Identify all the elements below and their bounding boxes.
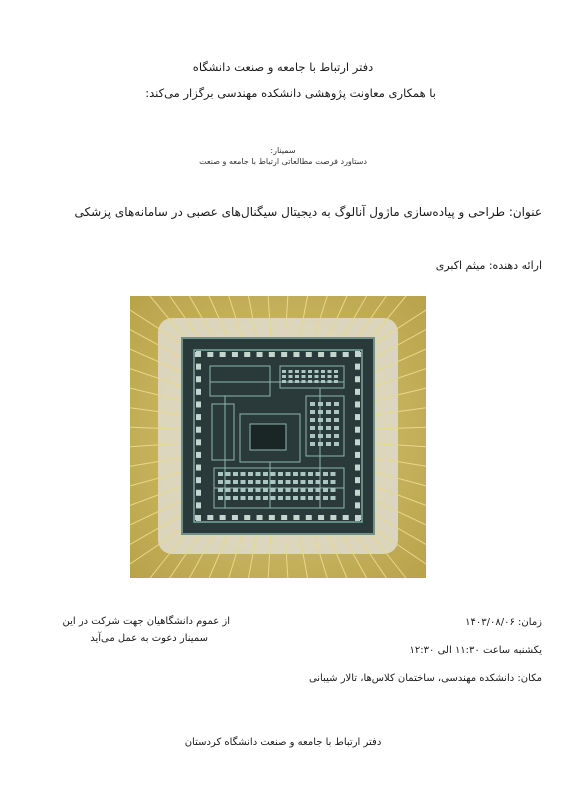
talk-title: عنوان: طراحی و پیاده‌سازی ماژول آنالوگ به دیجیتال سیگنال‌های عصبی در سامانه‌های پزشکی (74, 205, 542, 219)
chip-die-photo (130, 296, 426, 578)
event-date: زمان: ۱۴۰۳/۰۸/۰۶ (465, 617, 542, 628)
event-location: مکان: دانشکده مهندسی، ساختمان کلاس‌ها، تالار شیبانی (308, 673, 542, 684)
invitation-line-2: سمینار دعوت به عمل می‌آید (90, 633, 208, 644)
footer-organizer: دفتر ارتباط با جامعه و صنعت دانشگاه کردستان (184, 737, 382, 748)
seminar-label: سمینار: (270, 146, 296, 155)
invitation-line-1: از عموم دانشگاهیان جهت شرکت در این (62, 616, 230, 627)
collaboration-line: با همکاری معاونت پژوهشی دانشکده مهندسی برگزار می‌کند: (145, 86, 436, 100)
event-time: یکشنبه ساعت ۱۱:۳۰ الی ۱۲:۳۰ (409, 645, 542, 656)
organizer-line: دفتر ارتباط با جامعه و صنعت دانشگاه (192, 60, 374, 74)
seminar-type: دستاورد فرصت مطالعاتی ارتباط با جامعه و صنعت (199, 157, 367, 166)
presenter-name: ارائه دهنده: میثم اکبری (435, 259, 542, 272)
